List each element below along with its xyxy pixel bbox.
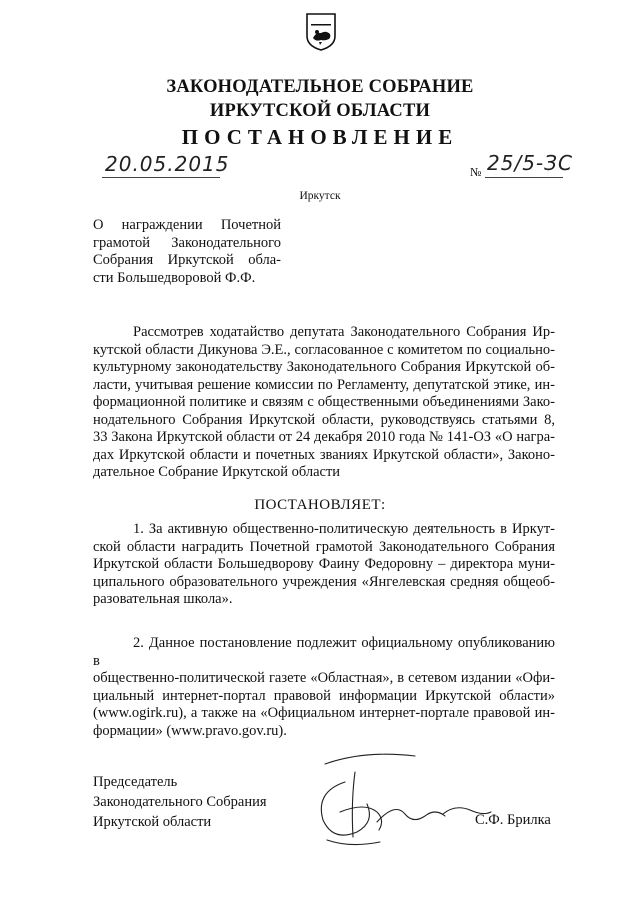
clause-line: (www.ogirk.ru), а также на «Официальном интернет-портале правовой ин- [93,705,555,721]
preamble-line: ласти, учитывая решение комиссии по Регламенту, депутатской этике, ин- [93,376,555,393]
clause-2 [93,635,555,740]
preamble-line: нодательного Собрания Иркутской области, руководствуясь статьями 8, [93,411,555,428]
clause-line: формации» (www.pravo.gov.ru). [93,722,287,739]
clause-line: разовательная школа». [93,591,233,607]
handwritten-signature [305,742,495,857]
preamble-line: культурному законодательству Законодательного Собрания Иркутской об- [93,359,555,375]
subject-line: О награждении Почетной [93,217,281,233]
city: Иркутск [299,190,341,202]
date-underline [102,177,220,178]
signer-name: С.Ф. Брилка [475,812,551,828]
clause-line: 1. За активную общественно-политическую деятельность в Иркут- [133,521,555,537]
preamble-line: Рассмотрев ходатайство депутата Законодательного Собрания Ир- [133,324,555,340]
subject-line: сти Большедворовой Ф.Ф. [93,269,256,286]
signer-title-line: Иркутской области [93,814,212,830]
document-number: 25/5-ЗС [487,151,573,175]
subject-line: Собрания Иркутской обла- [93,252,281,268]
document-subject [93,217,281,287]
preamble-line: кутской области Дикунова Э.Е., согласованное с комитетом по социально- [93,341,555,358]
preamble-line: 33 Закона Иркутской области от 24 декабря 2010 года № 141-ОЗ «О награ- [93,429,555,445]
document-date: 20.05.2015 [105,152,230,176]
organization-name-line2: ИРКУТСКОЙ ОБЛАСТИ [209,101,431,121]
document-type: ПОСТАНОВЛЕНИЕ [181,125,459,149]
preamble-line: формационной политике и связям с общественными объединениями Зако- [93,394,555,410]
subject-line: грамотой Законодательного [93,234,281,251]
number-underline [485,177,563,178]
clause-line: циальный интернет-портал правовой информации Иркутской области» [93,687,555,704]
preamble-line: дательное Собрание Иркутской области [93,464,341,480]
resolves-heading: ПОСТАНОВЛЯЕТ: [254,497,386,513]
clause-line: 2. Данное постановление подлежит официальному опубликованию в [93,635,555,669]
clause-line: общественно-политической газете «Областная», в сетевом издании «Офи- [93,670,555,686]
organization-name-line1: ЗАКОНОДАТЕЛЬНОЕ СОБРАНИЕ [166,77,474,97]
coat-of-arms-irkutsk-icon [305,12,337,52]
signer-title [93,772,267,832]
clause-line: Иркутской области Большедворову Фаину Федоровну – директора муни- [93,556,555,572]
clause-line: ской области наградить Почетной грамотой Законодательного Собрания [93,538,555,555]
signer-title-line: Законодательного Собрания [93,794,267,810]
clause-line: ципального образовательного учреждения «Янгелевская средняя общеоб- [93,573,555,590]
preamble-line: дах Иркутской области и почетных званиях Иркутской области», Законо- [93,446,555,463]
preamble-paragraph [93,324,555,482]
signer-title-line: Председатель [93,774,178,790]
clause-1 [93,521,555,609]
number-prefix: № [470,165,482,179]
